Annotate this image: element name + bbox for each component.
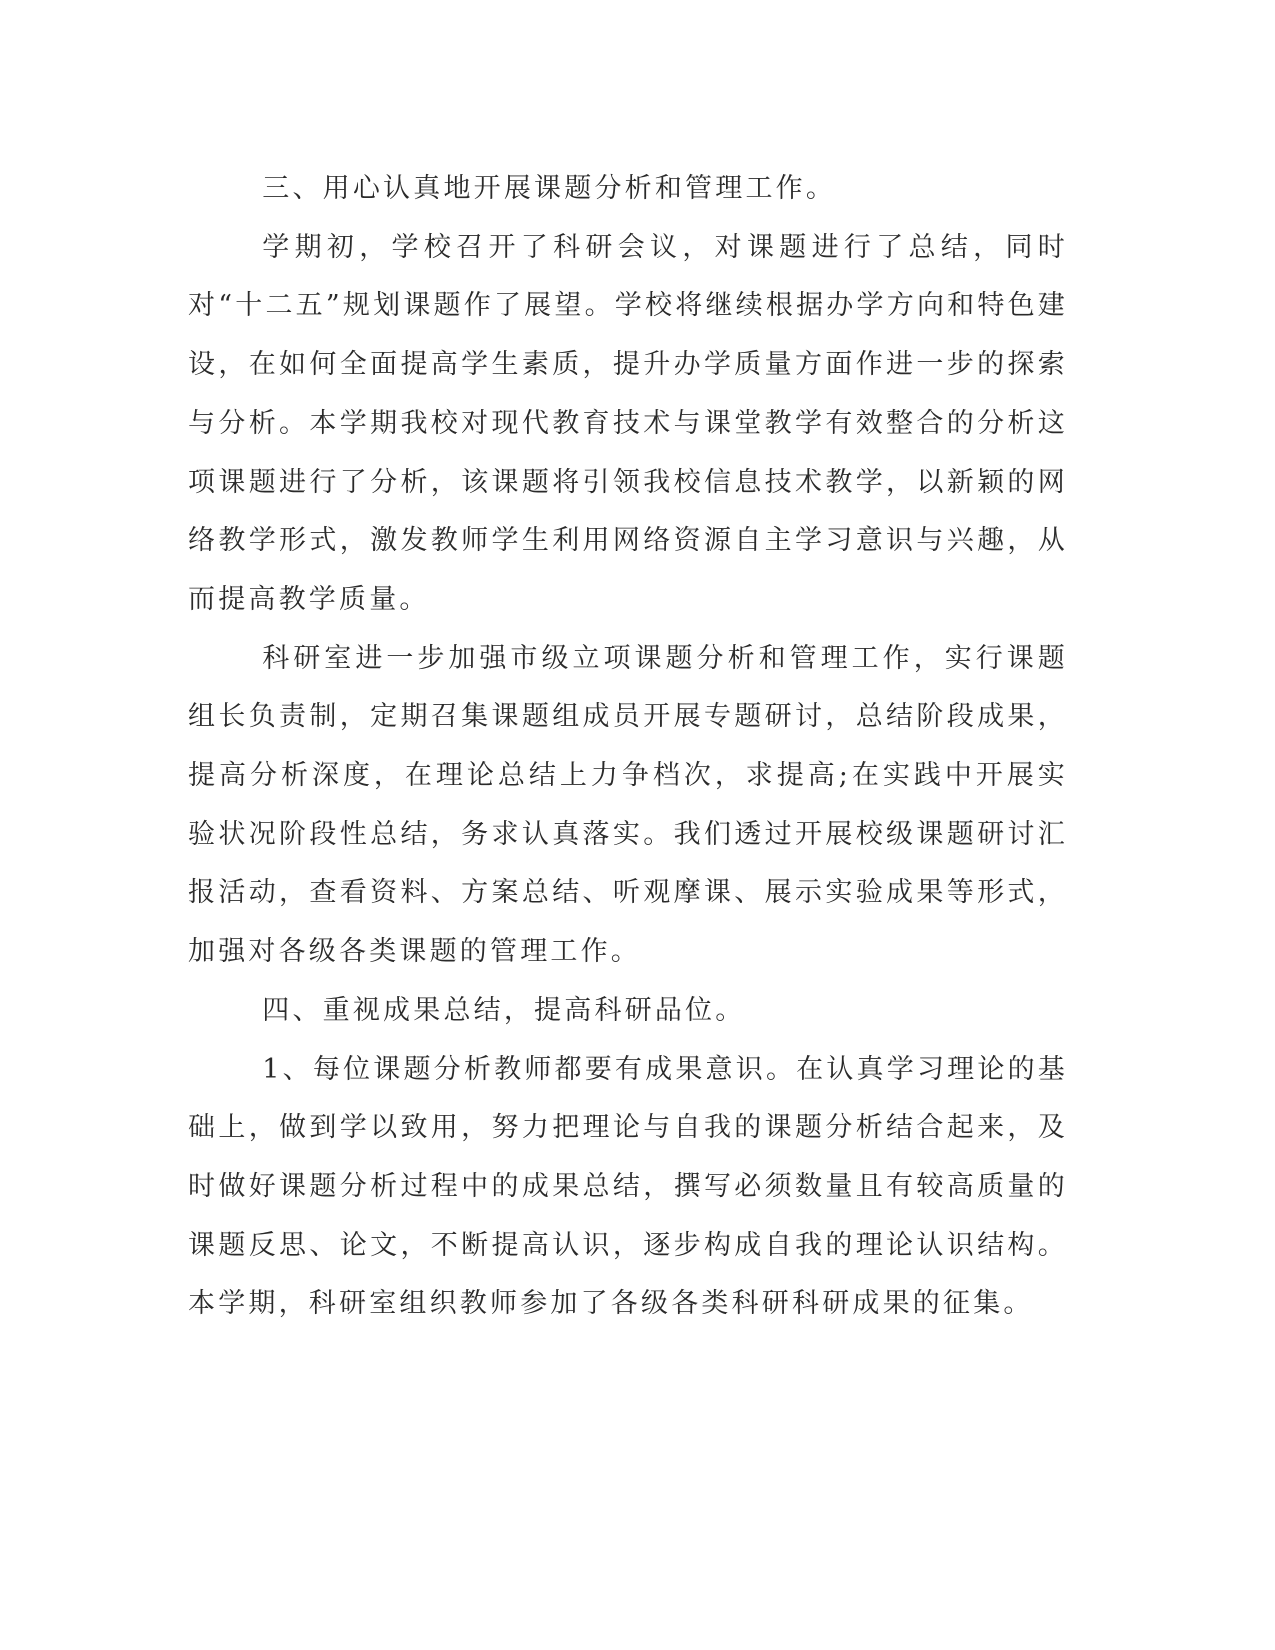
paragraph-item-1: 1、每位课题分析教师都要有成果意识。在认真学习理论的基础上，做到学以致用，努力把理论与自我的课题分析结合起来，及时做好课题分析过程中的成果总结，撰写必须数量且有较高质量的课题反思、论文，不断提高认识，逐步构成自我的理论认识结构。本学期，科研室组织教师参加了各级各类科研科研成果的征集。 (188, 1053, 1068, 1320)
body-text (188, 160, 1068, 1334)
paragraph-semester-start: 学期初，学校召开了科研会议，对课题进行了总结，同时对“十二五”规划课题作了展望。学校将继续根据办学方向和特色建设，在如何全面提高学生素质，提升办学质量方面作进一步的探索与分析。本学期我校对现代教育技术与课堂教学有效整合的分析这项课题进行了分析，该课题将引领我校信息技术教学，以新颖的网络教学形式，激发教师学生利用网络资源自主学习意识与兴趣，从而提高教学质量。 (188, 231, 1068, 615)
section-heading-4: 四、重视成果总结，提高科研品位。 (262, 994, 746, 1026)
section-heading-3: 三、用心认真地开展课题分析和管理工作。 (262, 173, 837, 204)
paragraph-research-office: 科研室进一步加强市级立项课题分析和管理工作，实行课题组长负责制，定期召集课题组成员开展专题研讨，总结阶段成果，提高分析深度，在理论总结上力争档次，求提高;在实践中开展实验状况阶段性总结，务求认真落实。我们透过开展校级课题研讨汇报活动，查看资料、方案总结、听观摩课、展示实验成果等形式，加强对各级各类课题的管理工作。 (188, 642, 1068, 968)
